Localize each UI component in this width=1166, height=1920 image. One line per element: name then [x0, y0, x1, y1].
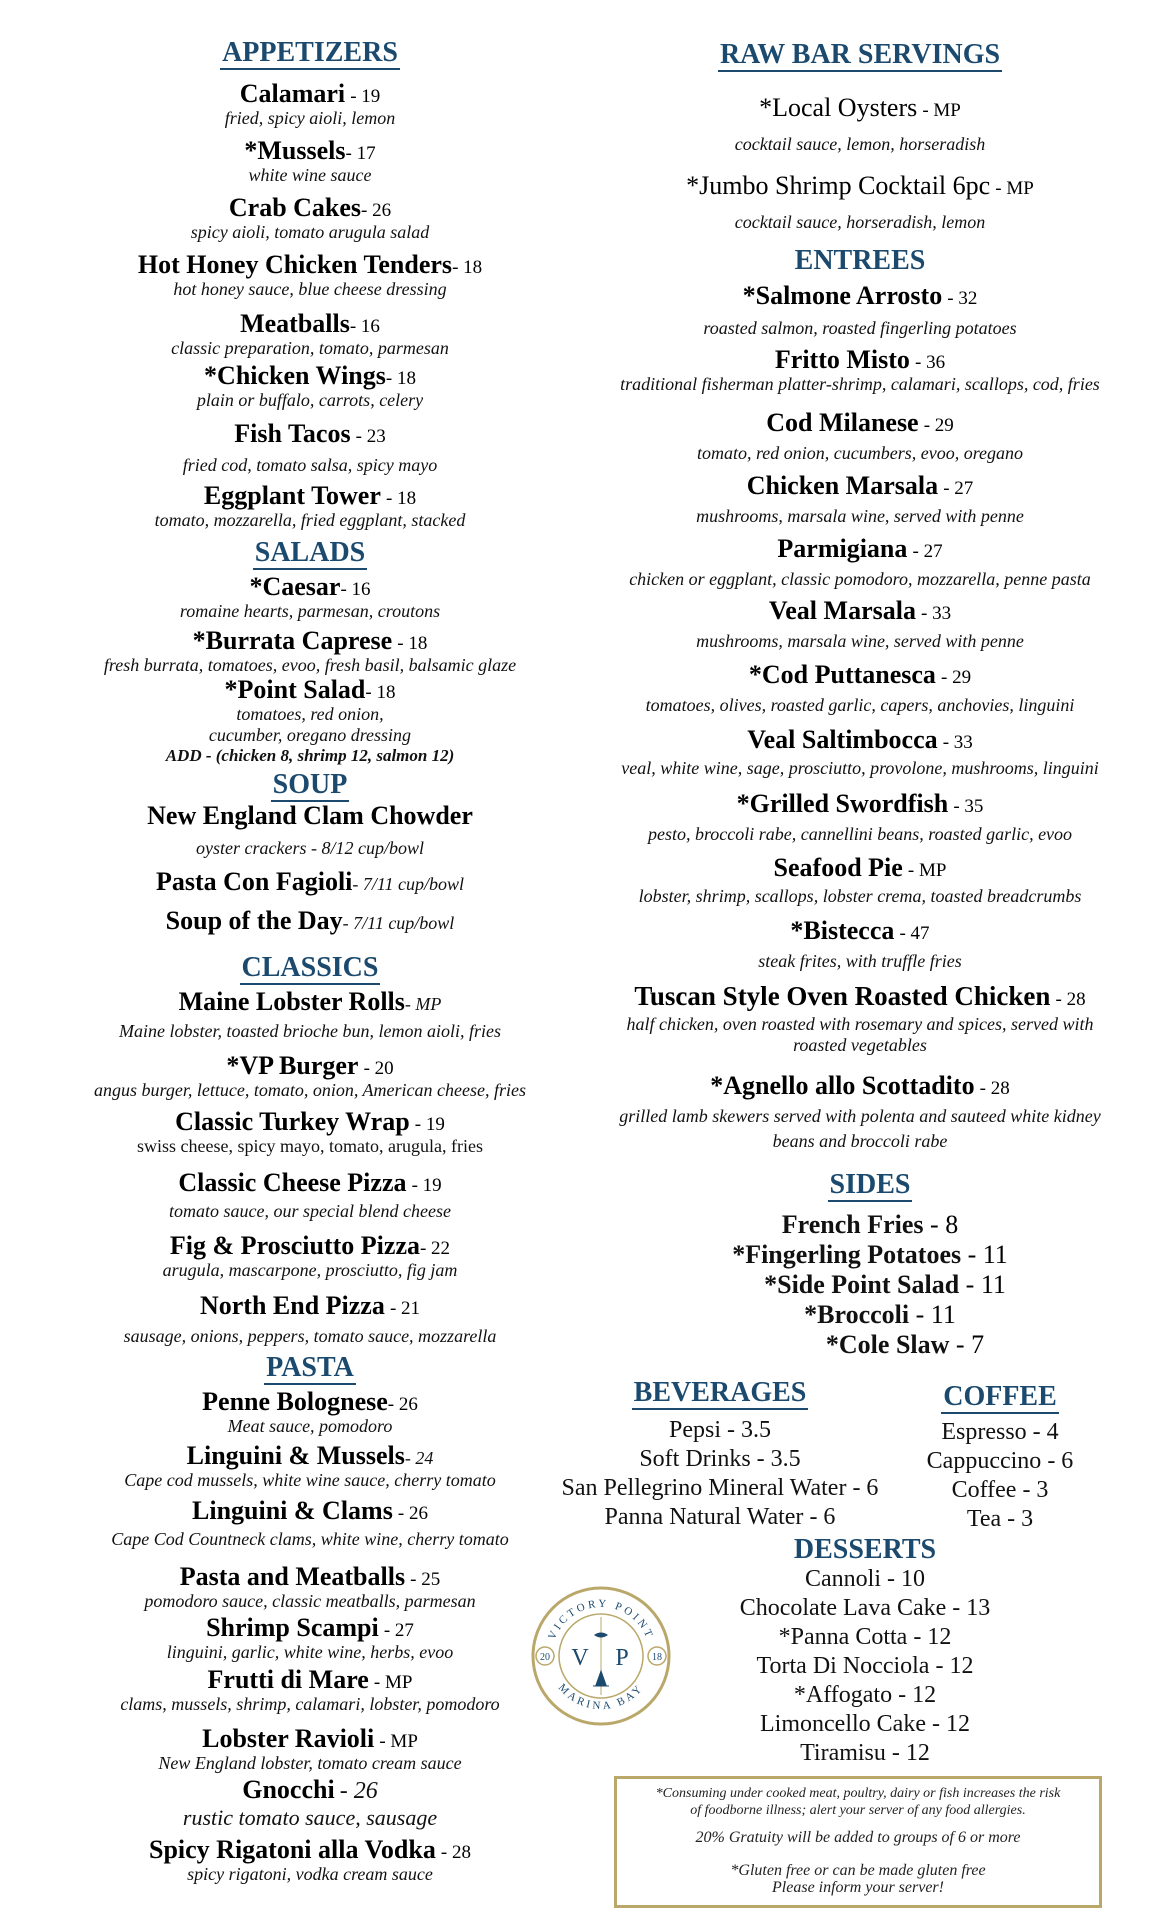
side-item: *Cole Slaw - 7 — [825, 1330, 985, 1359]
item-price: - 16 — [349, 316, 380, 337]
item-name: *Agnello allo Scottadito — [710, 1071, 975, 1100]
dessert-item: Tiramisu - 12 — [800, 1740, 930, 1766]
item-name: Linguini & Clams — [192, 1496, 393, 1525]
coffee-item: Tea - 3 — [966, 1506, 1034, 1532]
item-desc: chicken or eggplant, classic pomodoro, mozzarella, penne pasta — [629, 569, 1091, 589]
menu-item — [40, 1388, 580, 1437]
menu-item — [40, 1725, 580, 1774]
menu-item — [40, 988, 580, 1042]
menu-item — [40, 1666, 580, 1715]
menu-item — [40, 482, 580, 531]
dessert-item: Chocolate Lava Cake - 13 — [739, 1595, 991, 1621]
item-price: - 27 — [912, 541, 943, 562]
item-desc: fried, spicy aioli, lemon — [224, 108, 396, 128]
item-price: - 28 — [440, 1842, 471, 1863]
item-name: Veal Marsala — [768, 596, 916, 625]
menu-item — [580, 1072, 1140, 1152]
side-item: *Broccoli - 11 — [804, 1300, 956, 1329]
item-desc: tomato, red onion, cucumbers, evoo, oregano — [696, 443, 1024, 463]
beverage-item: Panna Natural Water - 6 — [604, 1504, 836, 1530]
item-price: - MP — [379, 1731, 418, 1752]
item-name: Maine Lobster Rolls — [178, 987, 405, 1016]
item-desc: mushrooms, marsala wine, served with penne — [696, 506, 1024, 526]
menu-item — [40, 1052, 580, 1101]
item-price: - 18 — [386, 488, 417, 509]
item-desc: traditional fisherman platter-shrimp, calamari, scallops, cod, fries — [620, 374, 1100, 394]
item-name: Fritto Misto — [774, 345, 910, 374]
section-title: CLASSICS — [241, 952, 379, 983]
item-name: Calamari — [239, 79, 346, 108]
dessert-item: *Affogato - 12 — [793, 1682, 937, 1708]
item-desc: spicy aioli, tomato arugula salad — [190, 222, 430, 242]
item-desc: Maine lobster, toasted brioche bun, lemon aioli, fries — [119, 1021, 501, 1041]
item-desc: lobster, shrimp, scallops, lobster crema, toasted breadcrumbs — [638, 886, 1082, 906]
notice-line-2: of foodborne illness; alert your server of any food allergies. — [690, 1803, 1026, 1818]
item-name: Seafood Pie — [773, 853, 903, 882]
item-price: - 35 — [953, 796, 984, 817]
item-name: Classic Cheese Pizza — [178, 1168, 407, 1197]
section-title: SALADS — [254, 537, 366, 568]
item-name: North End Pizza — [199, 1291, 385, 1320]
item-name: Soup of the Day — [165, 906, 343, 935]
item-price: - 19 — [414, 1114, 445, 1135]
notice-line-1: *Consuming under cooked meat, poultry, dairy or fish increases the risk — [655, 1786, 1061, 1801]
item-name: *VP Burger — [226, 1051, 359, 1080]
item-desc: roasted salmon, roasted fingerling potatoes — [703, 318, 1017, 338]
menu-item — [580, 282, 1140, 339]
item-name: Fish Tacos — [234, 419, 351, 448]
side-item: *Side Point Salad - 11 — [764, 1270, 1006, 1299]
item-name: Meatballs — [240, 309, 350, 338]
item-desc: half chicken, oven roasted with rosemary and spices, served with — [626, 1014, 1094, 1034]
item-name: Hot Honey Chicken Tenders — [137, 250, 453, 279]
menu-item — [40, 1442, 580, 1491]
menu-item — [40, 1776, 580, 1828]
item-price: - 18 — [385, 368, 416, 389]
item-desc: tomatoes, olives, roasted garlic, capers, anchovies, linguini — [645, 695, 1075, 715]
item-name: *Bistecca — [790, 916, 895, 945]
menu-item — [40, 1563, 580, 1612]
item-desc: steak frites, with truffle fries — [758, 951, 962, 971]
menu-item — [40, 907, 580, 935]
item-desc: mushrooms, marsala wine, served with penne — [696, 631, 1024, 651]
menu-item — [40, 251, 580, 300]
sides-section — [590, 1170, 1150, 1202]
item-desc: tomatoes, red onion, — [236, 704, 384, 724]
item-name: Linguini & Mussels — [186, 1441, 405, 1470]
item-name: Fig & Prosciutto Pizza — [169, 1231, 420, 1260]
item-name: *Point Salad — [224, 675, 366, 704]
item-name: Tuscan Style Oven Roasted Chicken — [634, 981, 1051, 1011]
menu-item — [580, 409, 1140, 464]
item-desc: swiss cheese, spicy mayo, tomato, arugula, fries — [137, 1136, 483, 1156]
menu-item — [580, 854, 1140, 907]
beverage-item: Pepsi - 3.5 — [668, 1417, 771, 1443]
allergy-notice-box — [614, 1776, 1102, 1908]
item-desc: Cape cod mussels, white wine sauce, cherry tomato — [124, 1470, 496, 1490]
item-name: Pasta Con Fagioli — [155, 867, 353, 896]
section-title: DESSERTS — [793, 1534, 937, 1565]
menu-item — [40, 1169, 580, 1222]
gluten-note-2: Please inform your server! — [772, 1879, 944, 1896]
menu-item — [580, 661, 1140, 716]
item-desc: tomato, mozzarella, fried eggplant, stacked — [154, 510, 466, 530]
item-desc: Meat sauce, pomodoro — [227, 1416, 393, 1436]
menu-item — [40, 1232, 580, 1281]
add-protein-note: ADD - (chicken 8, shrimp 12, salmon 12) — [165, 746, 455, 765]
section-title: SIDES — [829, 1169, 911, 1200]
logo-year-right: 18 — [652, 1652, 662, 1663]
item-name: *Local Oysters — [759, 93, 918, 122]
side-item: *Fingerling Potatoes - 11 — [732, 1240, 1008, 1269]
item-desc: cocktail sauce, horseradish, lemon — [734, 212, 986, 232]
item-desc: arugula, mascarpone, prosciutto, fig jam — [162, 1260, 458, 1280]
item-price: - MP — [404, 994, 442, 1014]
menu-item — [580, 535, 1140, 590]
item-desc: linguini, garlic, white wine, herbs, evoo — [166, 1642, 454, 1662]
side-item: French Fries - 8 — [781, 1210, 959, 1239]
item-price: - 18 — [397, 633, 428, 654]
item-price: - 7/11 cup/bowl — [342, 913, 455, 933]
item-desc: pesto, broccoli rabe, cannellini beans, roasted garlic, evoo — [647, 824, 1073, 844]
item-name: Veal Saltimbocca — [747, 725, 938, 754]
item-price: - 47 — [899, 923, 930, 944]
item-name: Eggplant Tower — [203, 481, 381, 510]
menu-item — [580, 790, 1140, 845]
victory-point-logo — [530, 1585, 672, 1727]
item-desc: sausage, onions, peppers, tomato sauce, mozzarella — [123, 1326, 497, 1346]
salads-section — [40, 538, 580, 570]
menu-item — [40, 310, 580, 359]
item-desc: classic preparation, tomato, parmesan — [171, 338, 449, 358]
section-title: ENTREES — [794, 245, 926, 276]
item-name: Shrimp Scampi — [206, 1613, 379, 1642]
item-name: *Burrata Caprese — [192, 626, 393, 655]
menu-item — [40, 362, 580, 411]
menu-item — [580, 597, 1140, 652]
soup-section — [40, 770, 580, 802]
item-price: - 29 — [941, 667, 972, 688]
item-desc: white wine sauce — [248, 165, 372, 185]
menu-item — [40, 1836, 580, 1885]
item-price: - 19 — [411, 1175, 442, 1196]
menu-item — [40, 1292, 580, 1347]
item-desc: spicy rigatoni, vodka cream sauce — [187, 1864, 433, 1884]
menu-item — [40, 676, 580, 766]
item-name: Crab Cakes — [228, 193, 362, 222]
item-price: - 32 — [947, 288, 978, 309]
item-price: - 21 — [389, 1298, 421, 1319]
item-name: Chicken Marsala — [746, 471, 939, 500]
item-price: - 25 — [410, 1569, 441, 1590]
beverages-section — [545, 1378, 895, 1532]
item-price: - 24 — [404, 1448, 434, 1468]
dessert-item: Cannoli - 10 — [805, 1566, 925, 1592]
section-title: PASTA — [266, 1352, 354, 1383]
gluten-note-1: *Gluten free or can be made gluten free — [730, 1862, 986, 1879]
item-price: - 33 — [942, 732, 973, 753]
menu-item — [40, 573, 580, 622]
item-price: - MP — [995, 178, 1034, 199]
item-price: - 29 — [923, 415, 954, 436]
sides-list — [590, 1210, 1150, 1360]
classics-section — [40, 953, 580, 985]
menu-item — [580, 172, 1140, 233]
coffee-item: Cappuccino - 6 — [926, 1448, 1074, 1474]
dessert-item: Torta Di Nocciola - 12 — [756, 1653, 974, 1679]
item-price: - 23 — [355, 426, 386, 447]
beverage-item: San Pellegrino Mineral Water - 6 — [561, 1475, 879, 1501]
item-name: *Jumbo Shrimp Cocktail 6pc — [686, 171, 991, 200]
item-desc: hot honey sauce, blue cheese dressing — [173, 279, 447, 299]
menu-item — [40, 80, 580, 129]
item-price: - 17 — [345, 143, 376, 164]
item-name: Lobster Ravioli — [202, 1724, 375, 1753]
section-title: BEVERAGES — [633, 1377, 807, 1408]
menu-item — [580, 917, 1140, 972]
pasta-section — [40, 1353, 580, 1385]
logo-letter-v: V — [571, 1645, 589, 1671]
item-price: - 36 — [915, 352, 946, 373]
item-desc-2: beans and broccoli rabe — [772, 1131, 948, 1151]
appetizers-section — [40, 38, 580, 70]
item-desc: romaine hearts, parmesan, croutons — [179, 601, 441, 621]
item-name: Pasta and Meatballs — [179, 1562, 406, 1591]
item-name: Cod Milanese — [766, 408, 919, 437]
item-desc-2: cucumber, oregano dressing — [208, 725, 412, 745]
item-price: - 26 — [397, 1503, 428, 1524]
item-name: New England Clam Chowder — [147, 801, 473, 830]
item-price: - 28 — [979, 1078, 1010, 1099]
item-price: - 18 — [365, 682, 396, 703]
section-title: RAW BAR SERVINGS — [719, 39, 1001, 70]
item-price: - 33 — [921, 603, 952, 624]
item-name: Gnocchi — [242, 1775, 335, 1804]
item-price: - 27 — [383, 1620, 414, 1641]
menu-item — [580, 472, 1140, 527]
menu-item — [40, 802, 580, 859]
item-name: Parmigiana — [777, 534, 908, 563]
coffee-section — [900, 1382, 1100, 1534]
menu-item — [580, 726, 1140, 779]
menu-item — [40, 868, 580, 896]
item-desc: clams, mussels, shrimp, calamari, lobster, pomodoro — [120, 1694, 500, 1714]
logo-year-left: 20 — [540, 1652, 550, 1663]
item-name: *Cod Puttanesca — [748, 660, 936, 689]
gratuity-note: 20% Gratuity will be added to groups of 6 or more — [695, 1829, 1021, 1846]
entrees-section — [580, 246, 1140, 276]
item-name: *Grilled Swordfish — [736, 789, 949, 818]
item-price: - 26 — [339, 1778, 378, 1804]
section-title: SOUP — [272, 769, 348, 800]
item-name: Classic Turkey Wrap — [175, 1107, 410, 1136]
item-price: - 28 — [1055, 989, 1086, 1010]
item-desc: Cape Cod Countneck clams, white wine, cherry tomato — [111, 1529, 509, 1549]
section-title: COFFEE — [943, 1381, 1057, 1412]
coffee-item: Coffee - 3 — [951, 1477, 1049, 1503]
item-price: - 26 — [361, 200, 392, 221]
logo-bottom-text: MARINA BAY — [555, 1681, 647, 1713]
item-desc: fried cod, tomato salsa, spicy mayo — [182, 455, 438, 475]
menu-item — [40, 1108, 580, 1157]
logo-letter-p: P — [615, 1645, 629, 1671]
coffee-item: Espresso - 4 — [941, 1419, 1059, 1445]
item-desc: New England lobster, tomato cream sauce — [158, 1753, 462, 1773]
dessert-item: *Panna Cotta - 12 — [778, 1624, 952, 1650]
item-desc-2: roasted vegetables — [793, 1035, 927, 1055]
item-desc: tomato sauce, our special blend cheese — [169, 1201, 451, 1221]
item-desc: pomodoro sauce, classic meatballs, parmesan — [144, 1591, 476, 1611]
item-desc: rustic tomato sauce, sausage — [182, 1805, 438, 1830]
item-desc: veal, white wine, sage, prosciutto, provolone, mushrooms, linguini — [621, 758, 1099, 778]
item-name: Frutti di Mare — [207, 1665, 369, 1694]
menu-item — [40, 137, 580, 186]
menu-item — [40, 1497, 580, 1550]
item-price: - MP — [922, 100, 961, 121]
menu-item — [580, 94, 1140, 155]
dessert-item: Limoncello Cake - 12 — [760, 1711, 970, 1737]
menu-item — [40, 1614, 580, 1663]
item-price: - 19 — [350, 86, 381, 107]
desserts-section — [690, 1535, 1040, 1768]
menu-item — [580, 982, 1140, 1056]
menu-item — [580, 346, 1140, 395]
item-name: Spicy Rigatoni alla Vodka — [149, 1835, 436, 1864]
item-desc: cocktail sauce, lemon, horseradish — [734, 134, 986, 154]
item-price: - 26 — [387, 1394, 418, 1415]
item-price: - 18 — [452, 257, 483, 278]
item-desc: angus burger, lettuce, tomato, onion, American cheese, fries — [94, 1080, 526, 1100]
item-name: Penne Bolognese — [202, 1387, 388, 1416]
item-name: *Mussels — [244, 136, 346, 165]
item-name: *Caesar — [249, 572, 341, 601]
item-desc: grilled lamb skewers served with polenta and sauteed white kidney — [619, 1106, 1101, 1126]
item-price: - 22 — [419, 1238, 451, 1259]
item-desc: oyster crackers - 8/12 cup/bowl — [196, 838, 424, 858]
item-desc: fresh burrata, tomatoes, evoo, fresh basil, balsamic glaze — [103, 655, 517, 675]
item-name: *Salmone Arrosto — [742, 281, 943, 310]
menu-item — [40, 420, 580, 476]
logo-top-text: VICTORY POINT — [546, 1597, 656, 1642]
item-desc: plain or buffalo, carrots, celery — [196, 390, 424, 410]
beverage-item: Soft Drinks - 3.5 — [639, 1446, 801, 1472]
item-name: *Chicken Wings — [204, 361, 386, 390]
item-price: - 7/11 cup/bowl — [352, 874, 465, 894]
item-price: - MP — [373, 1672, 413, 1693]
menu-item — [40, 627, 580, 676]
item-price: - 27 — [943, 478, 974, 499]
item-price: - 16 — [340, 579, 371, 600]
item-price: - 20 — [363, 1058, 394, 1079]
raw-bar-section — [580, 40, 1140, 72]
menu-item — [40, 194, 580, 243]
section-title: APPETIZERS — [222, 37, 398, 68]
item-price: - MP — [907, 860, 947, 881]
